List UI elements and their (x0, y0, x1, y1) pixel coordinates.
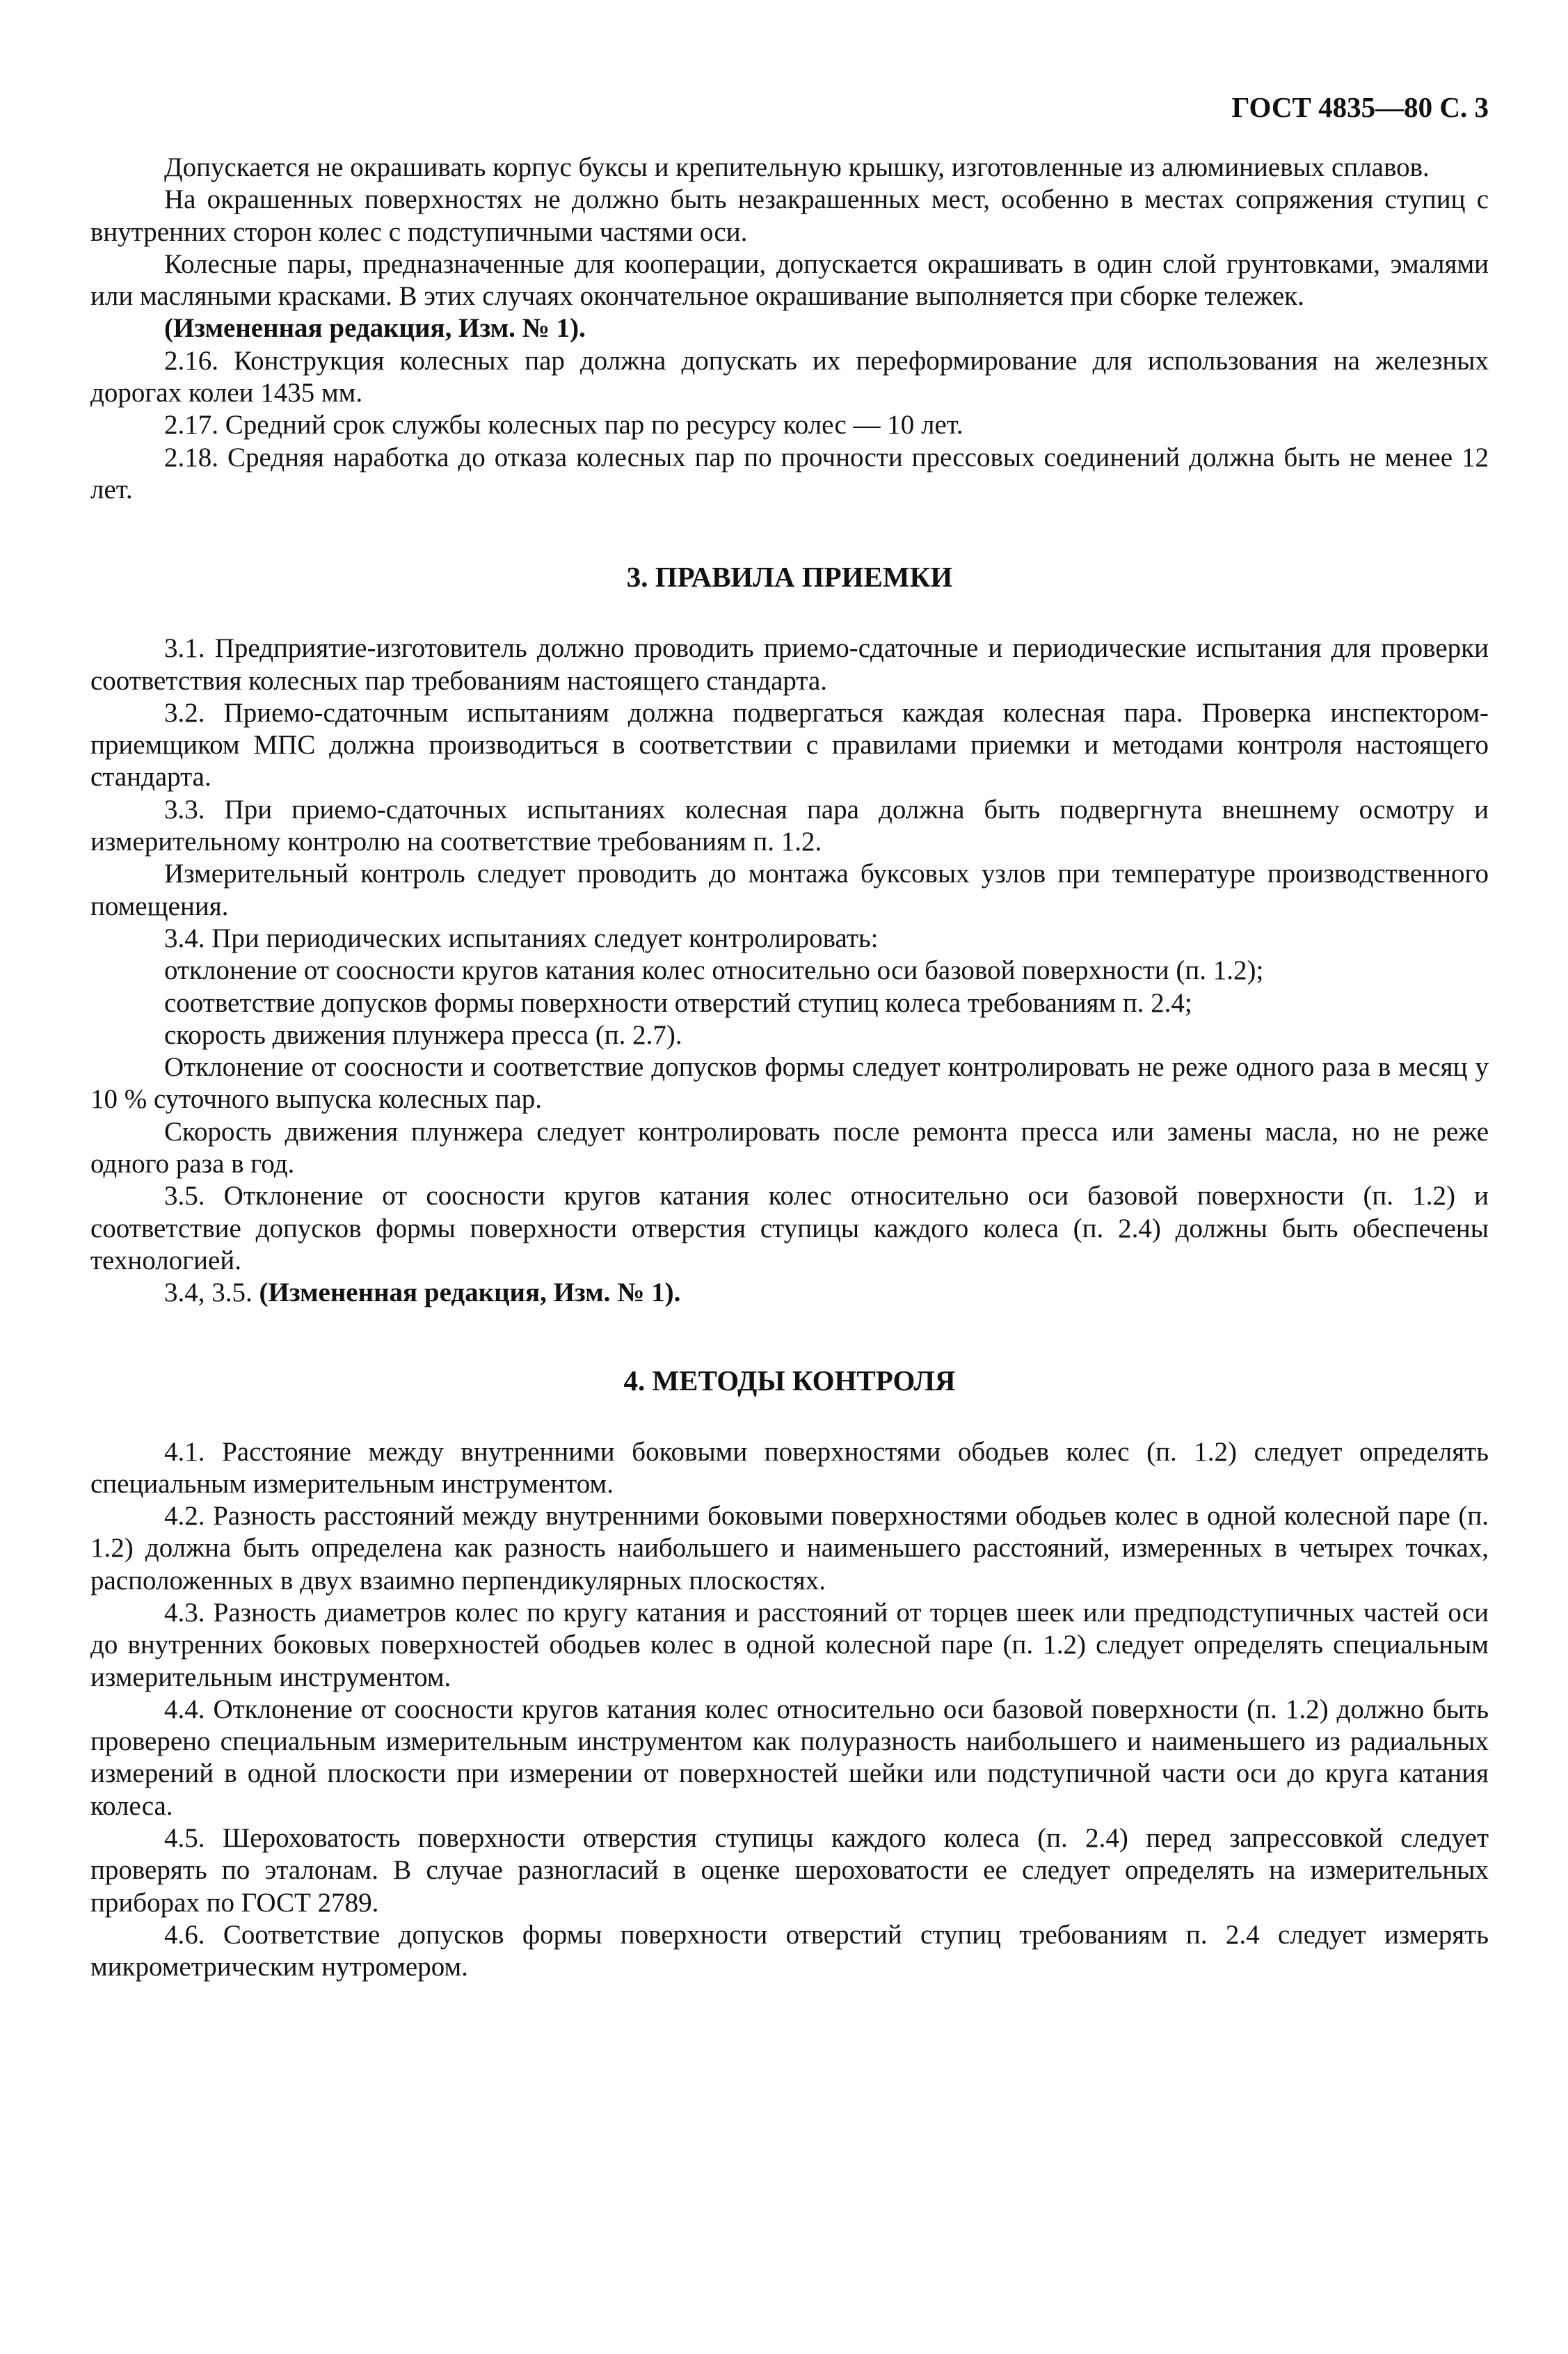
list-item: соответствие допусков формы поверхности отверстий ступиц колеса требованиям п. 2.4; (164, 987, 1192, 1018)
paragraph-3-4-frequency: Отклонение от соосности и соответствие допусков формы следует контролировать не реже одного раза в месяц у 10 % суточного выпуска колесных пар. (90, 1052, 1489, 1115)
section-3-title: 3. ПРАВИЛА ПРИЕМКИ (626, 561, 953, 594)
paragraph-3-1: 3.1. Предприятие-изготовитель должно проводить приемо-сдаточные и периодические испытания для проверки соответствия колесных пар требованиям настоящего стандарта. (90, 633, 1489, 696)
amendment-note: (Измененная редакция, Изм. № 1). (164, 313, 586, 344)
list-item: отклонение от соосности кругов катания колес относительно оси базовой поверхности (п. 1.2); (164, 955, 1264, 986)
paragraph-3-4-plunger: Скорость движения плунжера следует контролировать после ремонта пресса или замены масла, но не реже одного раза в год. (90, 1116, 1489, 1179)
page-header: ГОСТ 4835—80 С. 3 (1231, 91, 1489, 123)
paragraph-3-3: 3.3. При приемо-сдаточных испытаниях колесная пара должна быть подвергнута внешнему осмотру и измерительному контролю на соответствие требованиям п. 1.2. (90, 794, 1489, 857)
paragraph-3-3-measurement: Измерительный контроль следует проводить до монтажа буксовых узлов при температуре производственного помещения. (90, 859, 1489, 921)
paragraph-4-4: 4.4. Отклонение от соосности кругов катания колес относительно оси базовой поверхности (п. 1.2) должно быть проверено специальным измерительным инструментом как полуразность наибольшего и наименьшего из радиальных измерений в одной плоскости при измерении от поверхностей шейки или подступичной части оси до круга катания колеса. (90, 1694, 1489, 1821)
paragraph-4-6: 4.6. Соответствие допусков формы поверхности отверстий ступиц требованиям п. 2.4 следует измерять микрометрическим нутромером. (90, 1919, 1489, 1982)
paragraph-paint-body: Допускается не окрашивать корпус буксы и крепительную крышку, изготовленные из алюминиевых сплавов. (164, 152, 1430, 182)
paragraph-3-4: 3.4. При периодических испытаниях следует контролировать: (164, 923, 879, 953)
section-4-body (90, 1436, 1489, 1984)
amendment-note-3 (90, 1277, 1489, 1309)
intro-block (90, 152, 1489, 506)
amendment-text: (Измененная редакция, Изм. № 1). (259, 1278, 681, 1308)
amendment-prefix: 3.4, 3.5. (164, 1278, 259, 1308)
document-page (90, 90, 1489, 1984)
section-3-body (90, 633, 1489, 1309)
paragraph-2-18: 2.18. Средняя наработка до отказа колесных пар по прочности прессовых соединений должна быть не менее 12 лет. (90, 442, 1489, 504)
section-4-title: 4. МЕТОДЫ КОНТРОЛЯ (623, 1364, 956, 1397)
paragraph-4-3: 4.3. Разность диаметров колес по кругу катания и расстояний от торцев шеек или предподступичных частей оси до внутренних боковых поверхностей ободьев колес в одной колесной паре (п. 1.2) следует определять специальным измерительным инструментом. (90, 1597, 1489, 1692)
paragraph-3-5: 3.5. Отклонение от соосности кругов катания колес относительно оси базовой поверхности (п. 1.2) и соответствие допусков формы поверхности отверстия ступицы каждого колеса (п. 2.4) должны быть обеспечены технологией. (90, 1181, 1489, 1275)
paragraph-4-2: 4.2. Разность расстояний между внутренними боковыми поверхностями ободьев колес в одной колесной паре (п. 1.2) должна быть определена как разность наибольшего и наименьшего расстояний, измеренных в четырех точках, расположенных в двух взаимно перпендикулярных плоскостях. (90, 1501, 1489, 1596)
paragraph-4-1: 4.1. Расстояние между внутренними боковыми поверхностями ободьев колес (п. 1.2) следует определять специальным измерительным инструментом. (90, 1436, 1489, 1499)
list-item: скорость движения плунжера пресса (п. 2.7). (164, 1019, 682, 1050)
paragraph-cooperation: Колесные пары, предназначенные для кооперации, допускается окрашивать в один слой грунтовками, эмалями или масляными красками. В этих случаях окончательное окрашивание выполняется при сборке тележек. (90, 248, 1489, 312)
paragraph-4-5: 4.5. Шероховатость поверхности отверстия ступицы каждого колеса (п. 2.4) перед запрессовкой следует проверять по эталонам. В случае разногласий в оценке шероховатости ее следует определять на измерительных приборах по ГОСТ 2789. (90, 1823, 1489, 1918)
paragraph-2-17: 2.17. Средний срок службы колесных пар по ресурсу колес — 10 лет. (164, 410, 963, 440)
paragraph-3-2: 3.2. Приемо-сдаточным испытаниям должна подвергаться каждая колесная пара. Проверка инспектором-приемщиком МПС должна производиться в соответствии с правилами приемки и методами контроля настоящего стандарта. (90, 697, 1489, 793)
paragraph-unpainted-spots: На окрашенных поверхностях не должно быть незакрашенных мест, особенно в местах сопряжения ступиц с внутренних сторон колес с подступичными частями оси. (90, 184, 1489, 247)
paragraph-2-16: 2.16. Конструкция колесных пар должна допускать их переформирование для использования на железных дорогах колеи 1435 мм. (90, 345, 1489, 408)
